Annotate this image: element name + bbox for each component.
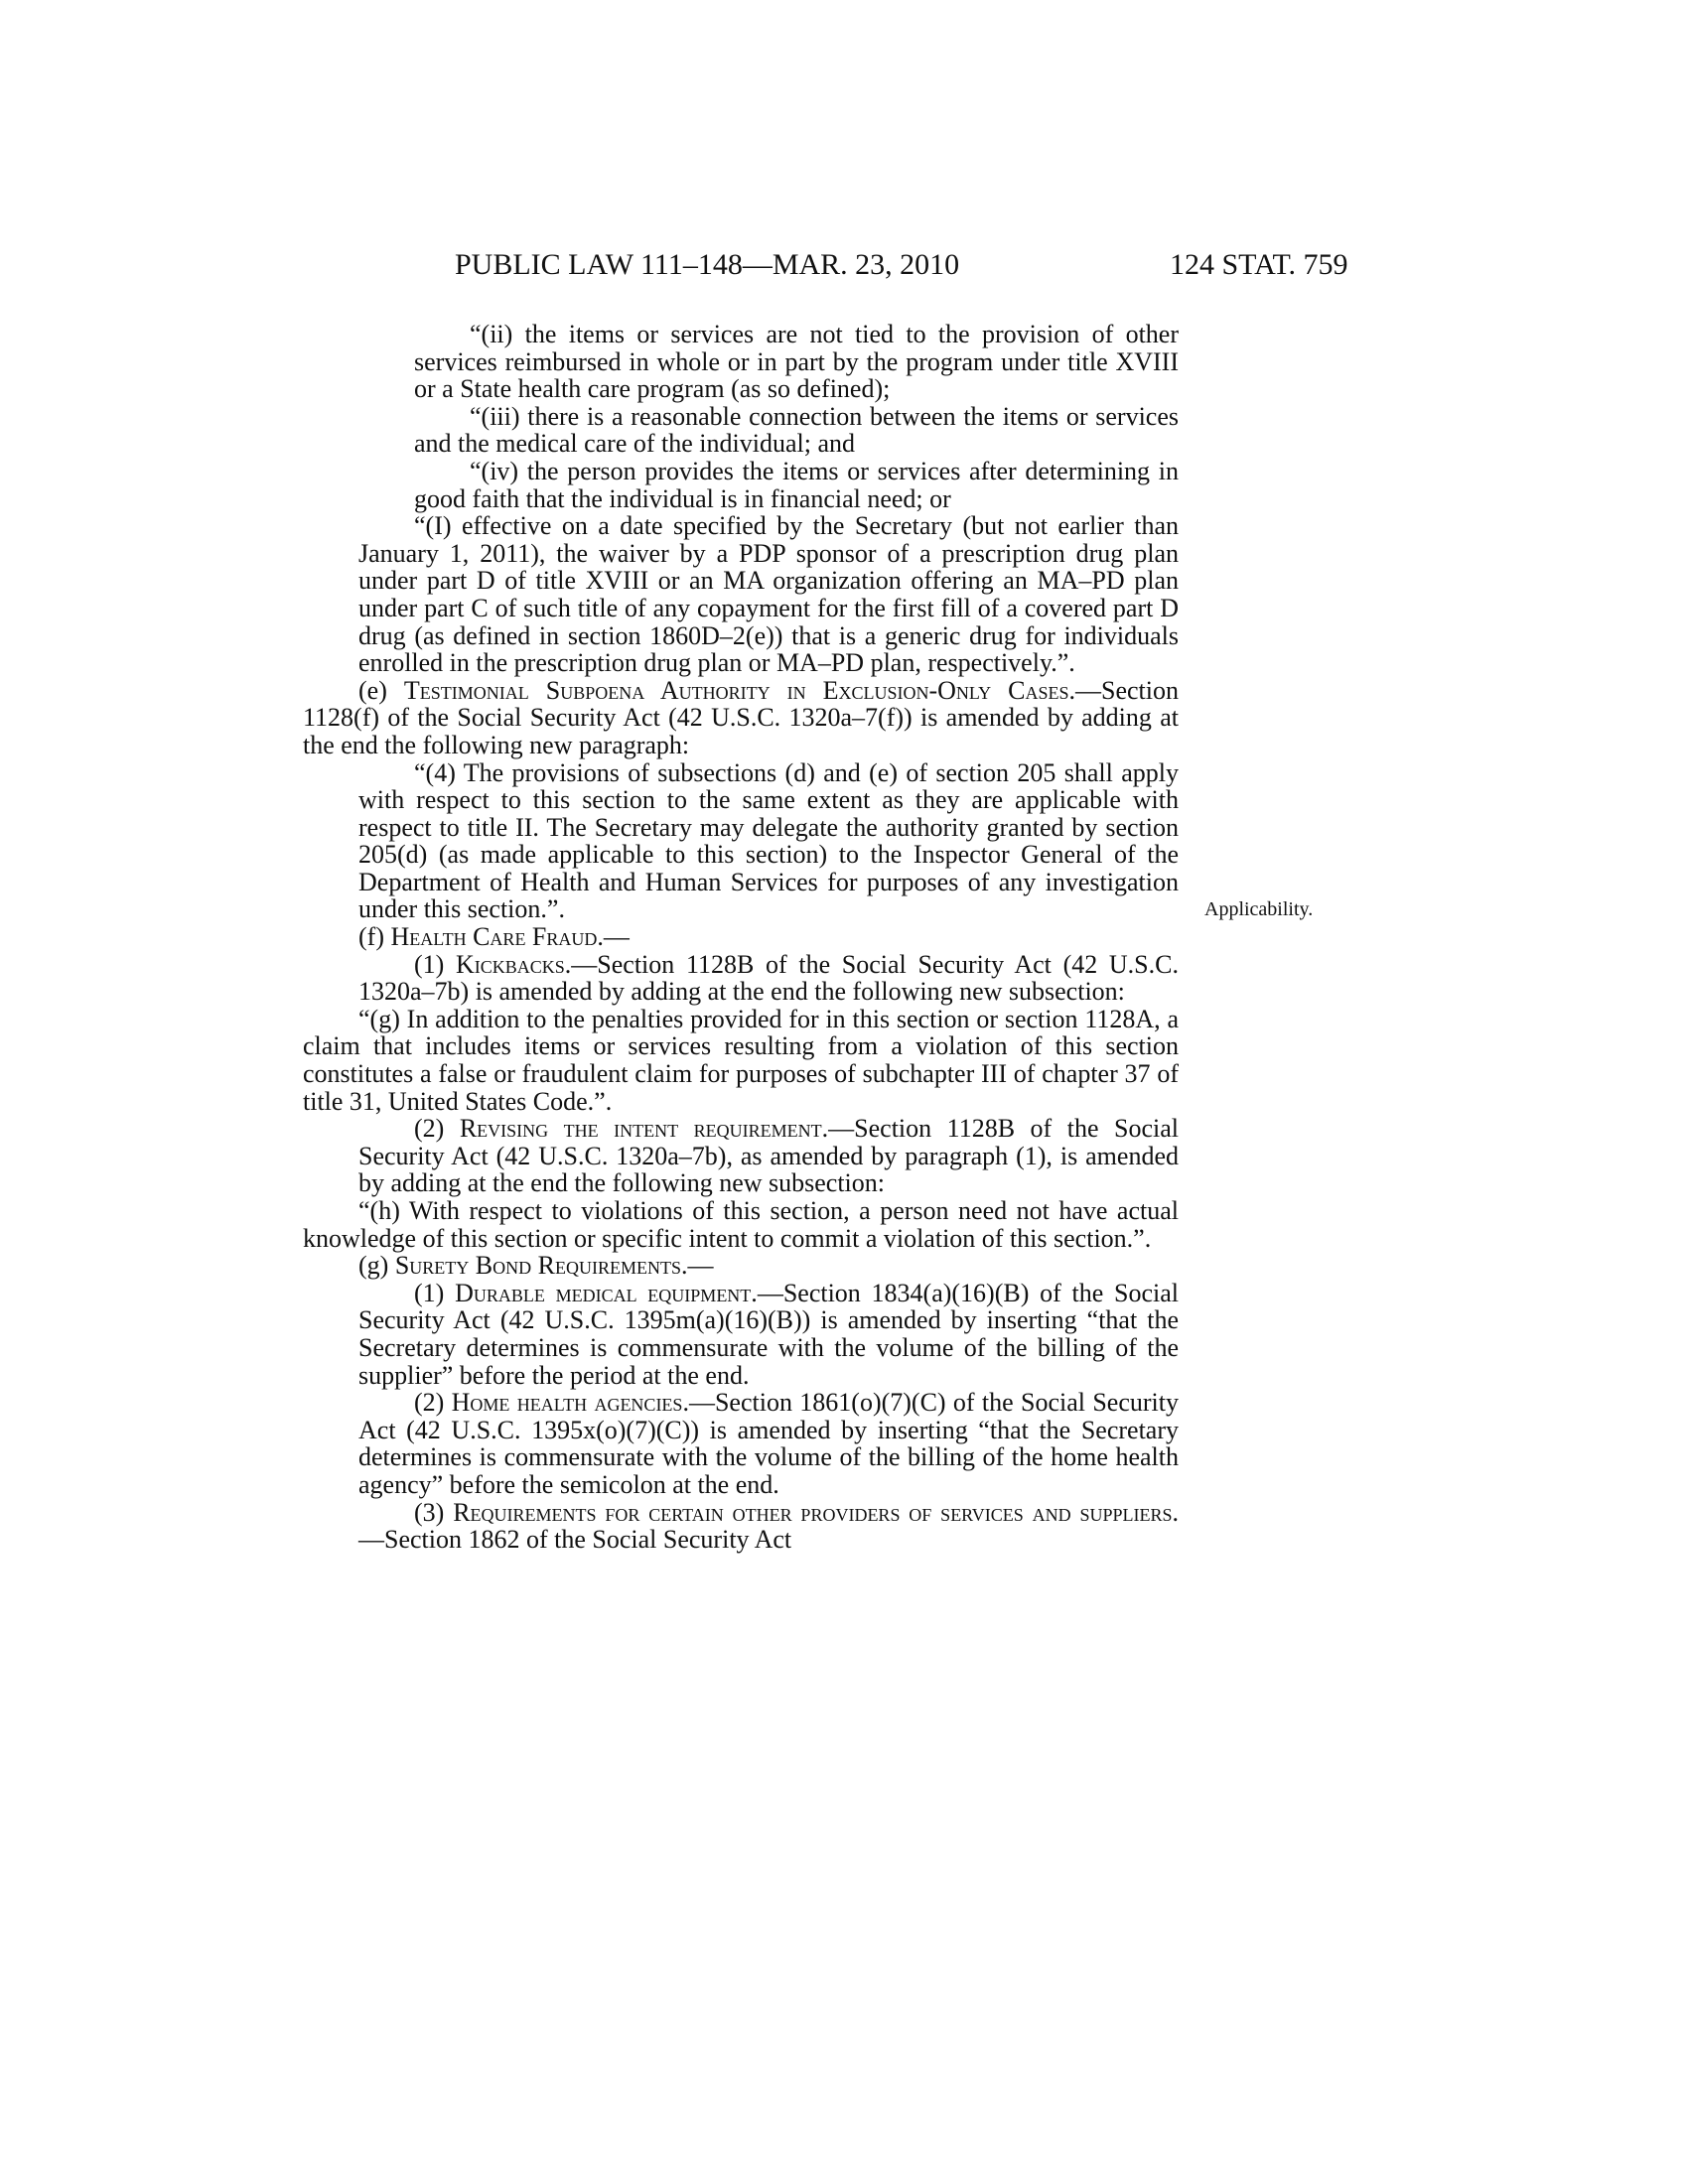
subsection-g-caption: Surety Bond Requirements.: [394, 1251, 688, 1281]
paragraph-g1: (1) Durable medical equipment.—Section 1834(a)(16)(B) of the Social Security Act (42 U.S.C. 1395m(a)(16)(B)) is amended by inserting “that the Secretary determines is commensurate with the volume of the billing of the supplier” before the period at the end.: [358, 1278, 1179, 1390]
document-body: [303, 321, 1179, 1554]
subsection-g: (g) Surety Bond Requirements.—: [358, 1251, 714, 1281]
subparagraph-I: “(I) effective on a date specified by the Secretary (but not earlier than January 1, 2011), the waiver by a PDP sponsor of a prescription drug plan under part D of title XVIII or an MA organization offering an MA–PD plan under part C of such title of any copayment for the first fill of a covered part D drug (as defined in section 1860D–2(e)) that is a generic drug for individuals enrolled in the prescription drug plan or MA–PD plan, respectively.”.: [358, 511, 1179, 678]
paragraph-f2: (2) Revising the intent requirement.—Section 1128B of the Social Security Act (42 U.S.C. 1320a–7b), as amended by paragraph (1), is amended by adding at the end the following new subsection:: [358, 1114, 1179, 1198]
paragraph-4: “(4) The provisions of subsections (d) and (e) of section 205 shall apply with respect to this section to the same extent as they are applicable with respect to title II. The Secretary may delegate the authority granted by section 205(d) (as made applicable to this section) to the Inspector General of the Department of Health and Human Services for purposes of any investigation under this section.”.: [358, 757, 1179, 924]
paragraph-g2: (2) Home health agencies.—Section 1861(o)(7)(C) of the Social Security Act (42 U.S.C. 1395x(o)(7)(C)) is amended by inserting “that the Secretary determines is commensurate with the volume of the billing of the home health agency” before the semicolon at the end.: [358, 1388, 1179, 1499]
clause-iv: “(iv) the person provides the items or services after determining in good faith that the individual is in financial need; or: [414, 456, 1179, 513]
paragraph-f1-caption: Kickbacks.: [456, 949, 572, 979]
margin-note-applicability: Applicability.: [1204, 898, 1314, 920]
subsection-h-quoted: “(h) With respect to violations of this section, a person need not have actual knowledge of this section or specific intent to commit a violation of this section.”.: [303, 1196, 1179, 1253]
paragraph-g3-caption: Requirements for certain other providers of services and suppliers.: [453, 1497, 1179, 1527]
paragraph-g1-caption: Durable medical equipment.: [455, 1278, 758, 1307]
running-header-title: PUBLIC LAW 111–148—MAR. 23, 2010: [455, 248, 960, 281]
subsection-e: (e) Testimonial Subpoena Authority in Exclusion-Only Cases.—Section 1128(f) of the Social Security Act (42 U.S.C. 1320a–7(f)) is amended by adding at the end the following new paragraph:: [303, 675, 1179, 759]
subsection-e-caption: Testimonial Subpoena Authority in Exclusion-Only Cases.: [403, 675, 1075, 705]
subsection-f: (f) Health Care Fraud.—: [358, 922, 630, 952]
paragraph-g2-caption: Home health agencies.: [451, 1388, 689, 1418]
running-header-page-number: 124 STAT. 759: [1170, 248, 1348, 281]
subsection-g-quoted: “(g) In addition to the penalties provided for in this section or section 1128A, a claim that includes items or services resulting from a violation of this section constitutes a false or fraudulent claim for purposes of subchapter III of chapter 37 of title 31, United States Code.”.: [303, 1004, 1179, 1116]
paragraph-g3: (3) Requirements for certain other providers of services and suppliers.—Section 1862 of the Social Security Act: [358, 1497, 1179, 1555]
clause-ii: “(ii) the items or services are not tied to the provision of other services reimbursed in whole or in part by the program under title XVIII or a State health care program (as so defined);: [414, 320, 1179, 404]
paragraph-f2-caption: Revising the intent requirement.: [459, 1114, 829, 1144]
clause-iii: “(iii) there is a reasonable connection between the items or services and the medical care of the individual; and: [414, 401, 1179, 459]
subsection-f-caption: Health Care Fraud.: [390, 922, 604, 952]
paragraph-f1: (1) Kickbacks.—Section 1128B of the Social Security Act (42 U.S.C. 1320a–7b) is amended by adding at the end the following new subsection:: [358, 949, 1179, 1007]
